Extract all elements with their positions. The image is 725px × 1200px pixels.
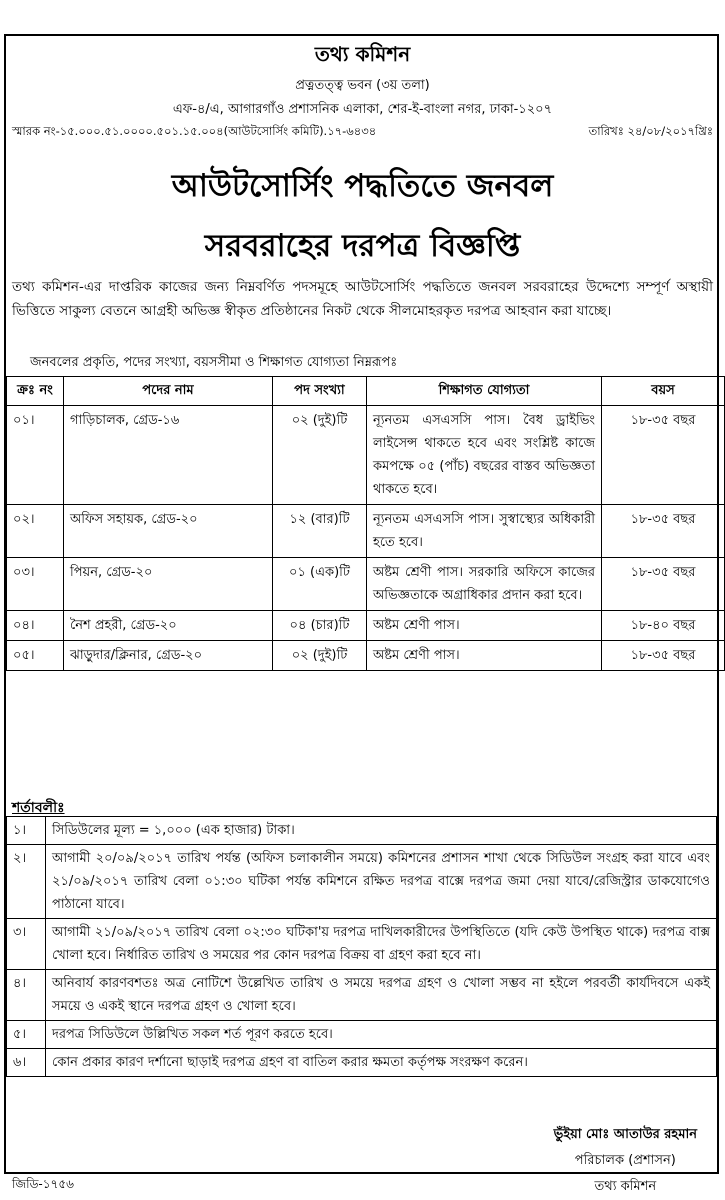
term-number: ৩। xyxy=(7,919,46,970)
row-age: ১৮-৩৫ বছর xyxy=(602,641,725,671)
row-num: ০৩। xyxy=(7,558,64,611)
signatory-designation: পরিচালক (প্রশাসন) xyxy=(574,1153,676,1168)
row-qualification: অষ্টম শ্রেণী পাস। xyxy=(367,641,602,671)
row-qualification: অষ্টম শ্রেণী পাস। xyxy=(367,611,602,641)
list-item xyxy=(7,845,717,919)
row-num: ০২। xyxy=(7,505,64,558)
term-text: আগামী ২১/০৯/২০১৭ তারিখ বেলা ০২:৩০ ঘটিকা'য় দরপত্র দাখিলকারীদের উপস্থিতিতে (যদি কেউ উপস্থিত থাকে) দরপত্র বাক্স খোলা হবে। নির্ধারিত তারিখ ও সময়ের পর কোন দরপত্র বিক্রয় বা গ্রহণ করা হবে না। xyxy=(46,919,717,970)
table-row xyxy=(7,641,725,671)
header-age: বয়স xyxy=(602,377,725,406)
header-qual: শিক্ষাগত যোগ্যতা xyxy=(367,377,602,406)
row-qualification: ন্যূনতম এসএসসি পাস। বৈধ ড্রাইভিং লাইসেন্স থাকতে হবে এবং সংশ্লিষ্ট কাজে কমপক্ষে ০৫ (পাঁচ) বছরের বাস্তব অভিজ্ঞতা থাকতে হবে। xyxy=(367,406,602,505)
row-post-name: গাড়িচালক, গ্রেড-১৬ xyxy=(64,406,273,505)
row-count: ০১ (এক)টি xyxy=(273,558,367,611)
term-number: ১। xyxy=(7,817,46,845)
row-post-name: নৈশ প্রহরী, গ্রেড-২০ xyxy=(64,611,273,641)
term-number: ৫। xyxy=(7,1021,46,1049)
term-number: ৬। xyxy=(7,1049,46,1077)
row-count: ১২ (বার)টি xyxy=(273,505,367,558)
gd-number: জিডি-১৭৫৬ xyxy=(12,1177,74,1191)
header-count: পদ সংখ্যা xyxy=(273,377,367,406)
term-text: কোন প্রকার কারণ দর্শানো ছাড়াই দরপত্র গ্রহণ বা বাতিল করার ক্ষমতা কর্তৃপক্ষ সংরক্ষণ করেন। xyxy=(46,1049,717,1077)
address-line: এফ-৪/এ, আগারগাঁও প্রশাসনিক এলাকা, শের-ই-বাংলা নগর, ঢাকা-১২০৭ xyxy=(172,102,553,117)
intro-subtext: জনবলের প্রকৃতি, পদের সংখ্যা, বয়সসীমা ও শিক্ষাগত যোগ্যতা নিম্নরূপঃ xyxy=(30,355,398,370)
list-item xyxy=(7,1049,717,1077)
term-text: আগামী ২০/০৯/২০১৭ তারিখ পর্যন্ত (অফিস চলাকালীন সময়ে) কমিশনের প্রশাসন শাখা থেকে সিডিউল সংগ্রহ করা যাবে এবং ২১/০৯/২০১৭ তারিখ বেলা ০১:৩০ ঘটিকা পর্যন্ত কমিশনে রক্ষিত দরপত্র বাক্সে দরপত্র জমা দেয়া যাবে/রেজিস্ট্রার ডাকযোগেও পাঠানো যাবে। xyxy=(46,845,717,919)
header-num: ক্রঃ নং xyxy=(7,377,64,406)
signatory-office: তথ্য কমিশন xyxy=(594,1179,657,1194)
terms-heading: শর্তাবলীঃ xyxy=(12,800,65,816)
table-row xyxy=(7,611,725,641)
posts-table xyxy=(6,376,725,671)
memo-line xyxy=(12,123,713,142)
table-header-row xyxy=(7,377,725,406)
list-item xyxy=(7,970,717,1021)
terms-table xyxy=(6,816,717,1077)
row-qualification: অষ্টম শ্রেণী পাস। সরকারি অফিসে কাজের অভিজ্ঞতাকে অগ্রাধিকার প্রদান করা হবে। xyxy=(367,558,602,611)
row-qualification: ন্যূনতম এসএসসি পাস। সুস্বাস্থ্যের অধিকারী হতে হবে। xyxy=(367,505,602,558)
memo-number: স্মারক নং-১৫.০০০.৫১.০০০০.৫০১.১৫.০০৪(আউটসোর্সিং কমিটি).১৭-৬৪৩৪ xyxy=(12,124,377,138)
row-age: ১৮-৪০ বছর xyxy=(602,611,725,641)
signature-block xyxy=(554,1122,697,1200)
row-post-name: পিয়ন, গ্রেড-২০ xyxy=(64,558,273,611)
row-age: ১৮-৩৫ বছর xyxy=(602,505,725,558)
list-item xyxy=(7,1021,717,1049)
notice-title-line1: আউটসোর্সিং পদ্ধতিতে জনবল xyxy=(171,168,554,204)
header-name: পদের নাম xyxy=(64,377,273,406)
notice-title-line2: সরবরাহের দরপত্র বিজ্ঞপ্তি xyxy=(204,228,521,264)
list-item xyxy=(7,817,717,845)
org-name: তথ্য কমিশন xyxy=(314,42,411,66)
memo-date: তারিখঃ ২৪/০৮/২০১৭খ্রিঃ xyxy=(588,124,713,138)
table-row xyxy=(7,558,725,611)
term-text: সিডিউলের মূল্য = ১,০০০ (এক হাজার) টাকা। xyxy=(46,817,717,845)
row-count: ০২ (দুই)টি xyxy=(273,641,367,671)
signatory-name: ভুঁইয়া মোঃ আতাউর রহমান xyxy=(553,1127,697,1142)
table-row xyxy=(7,505,725,558)
row-count: ০২ (দুই)টি xyxy=(273,406,367,505)
row-num: ০৫। xyxy=(7,641,64,671)
term-number: ২। xyxy=(7,845,46,919)
row-post-name: ঝাড়ুদার/ক্লিনার, গ্রেড-২০ xyxy=(64,641,273,671)
list-item xyxy=(7,919,717,970)
term-text: অনিবার্য কারণবশতঃ অত্র নোটিশে উল্লেখিত তারিখ ও সময়ে দরপত্র গ্রহণ ও খোলা সম্ভব না হইলে পরবর্তী কার্যদিবসে একই সময়ে ও একই স্থানে দরপত্র গ্রহণ ও খোলা হবে। xyxy=(46,970,717,1021)
table-row xyxy=(7,406,725,505)
row-num: ০৪। xyxy=(7,611,64,641)
intro-paragraph: তথ্য কমিশন-এর দাপ্তরিক কাজের জন্য নিম্নবর্ণিত পদসমূহে আউটসোর্সিং পদ্ধতিতে জনবল সরবরাহের উদ্দেশ্যে সম্পূর্ণ অস্থায়ী ভিত্তিতে সাকুল্য বেতনে আগ্রহী অভিজ্ঞ স্বীকৃত প্রতিষ্ঠানের নিকট থেকে সীলমোহরকৃত দরপত্র আহবান করা যাচ্ছে। xyxy=(12,279,713,319)
row-count: ০৪ (চার)টি xyxy=(273,611,367,641)
row-age: ১৮-৩৫ বছর xyxy=(602,558,725,611)
row-post-name: অফিস সহায়ক, গ্রেড-২০ xyxy=(64,505,273,558)
term-number: ৪। xyxy=(7,970,46,1021)
row-num: ০১। xyxy=(7,406,64,505)
row-age: ১৮-৩৫ বছর xyxy=(602,406,725,505)
building-line: প্রত্নতত্ত্ব ভবন (৩য় তলা) xyxy=(295,78,430,93)
term-text: দরপত্র সিডিউলে উল্লিখিত সকল শর্ত পূরণ করতে হবে। xyxy=(46,1021,717,1049)
